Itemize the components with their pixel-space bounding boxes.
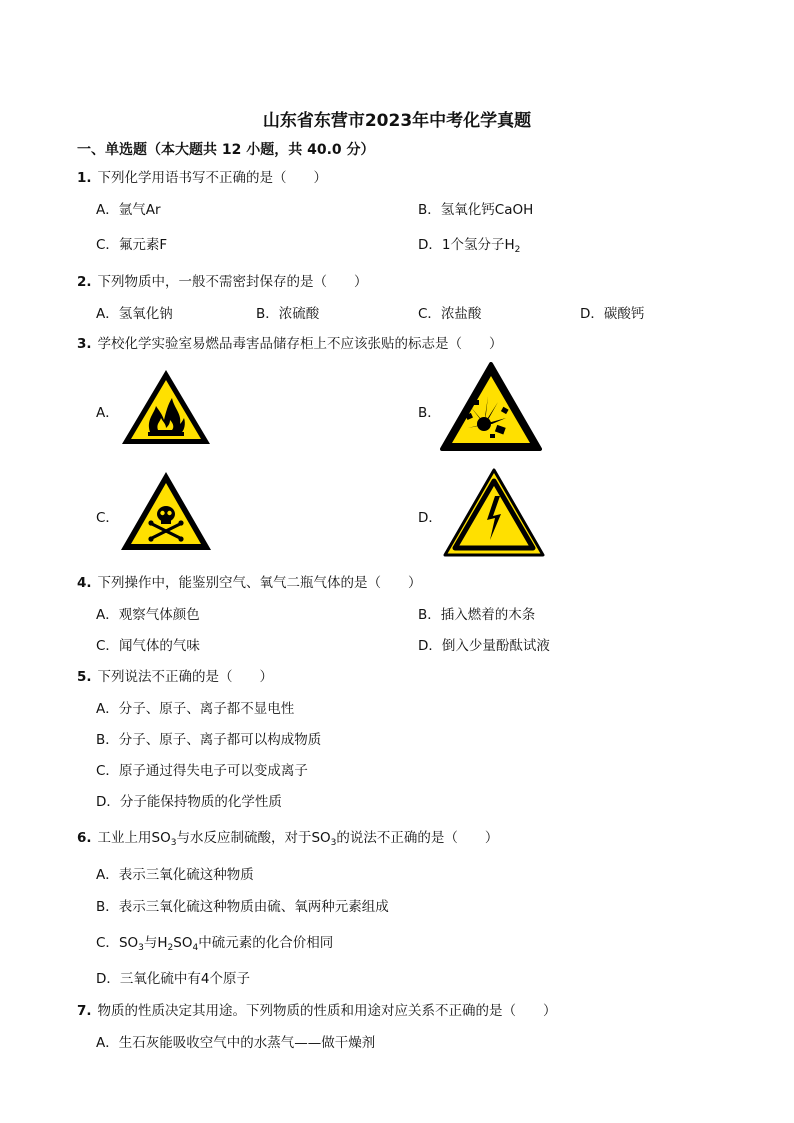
option-text: 中硫元素的化合价相同 xyxy=(198,935,334,951)
option-3d-label: D． xyxy=(418,510,442,526)
option-label: C． xyxy=(96,935,119,951)
option-1d xyxy=(418,233,520,253)
option-text: 分子能保持物质的化学性质 xyxy=(119,794,282,810)
question-stem: 下列说法不正确的是（ ） xyxy=(97,669,274,685)
option-3b-label: B． xyxy=(418,405,441,421)
subscript: 3 xyxy=(170,838,177,848)
option-2c xyxy=(418,302,481,322)
option-text: 氢氧化钙CaOH xyxy=(440,202,534,218)
option-6b xyxy=(96,895,389,915)
option-5b xyxy=(96,728,321,748)
option-text: 分子、原子、离子都可以构成物质 xyxy=(118,732,322,748)
subscript: 2 xyxy=(514,245,521,255)
option-5c xyxy=(96,759,308,779)
stem-text: 与水反应制硫酸，对于SO xyxy=(176,830,331,846)
question-4 xyxy=(77,571,422,591)
question-stem: 物质的性质决定其用途。下列物质的性质和用途对应关系不正确的是（ ） xyxy=(97,1003,557,1019)
question-number: 5. xyxy=(77,669,92,685)
question-stem: 下列化学用语书写不正确的是（ ） xyxy=(97,170,328,186)
option-label: C． xyxy=(96,763,119,779)
question-3 xyxy=(77,332,503,352)
option-label: A． xyxy=(96,701,119,717)
option-3a-label: A． xyxy=(96,405,119,421)
option-text: 分子、原子、离子都不显电性 xyxy=(118,701,295,717)
question-2 xyxy=(77,270,368,290)
option-label: B． xyxy=(418,202,441,218)
option-label: A． xyxy=(96,867,119,883)
option-4c xyxy=(96,634,200,654)
option-text: 氟元素F xyxy=(118,237,168,253)
option-6a xyxy=(96,863,254,883)
option-label: C． xyxy=(96,237,119,253)
question-stem: 下列操作中，能鉴别空气、氧气二瓶气体的是（ ） xyxy=(97,575,422,591)
option-label: B． xyxy=(418,607,441,623)
formula-text: SO xyxy=(173,935,193,951)
formula-text: 与H xyxy=(143,935,168,951)
option-label: A． xyxy=(96,202,119,218)
option-label: C． xyxy=(418,306,441,322)
option-2a xyxy=(96,302,173,322)
page-title: 山东省东营市2023年中考化学真题 xyxy=(262,111,532,131)
electric-shock-warning-sign-icon xyxy=(443,468,545,558)
option-4a xyxy=(96,603,200,623)
flammable-warning-sign-icon xyxy=(120,368,212,446)
question-1 xyxy=(77,166,327,186)
option-text: 生石灰能吸收空气中的水蒸气——做干燥剂 xyxy=(118,1035,376,1051)
option-text: 浓盐酸 xyxy=(440,306,482,322)
subscript: 4 xyxy=(192,943,199,953)
question-number: 4. xyxy=(77,575,92,591)
option-text: 观察气体颜色 xyxy=(118,607,200,623)
option-text: 1个氢分子H xyxy=(441,237,515,253)
option-label: C． xyxy=(96,638,119,654)
subscript: 3 xyxy=(330,838,337,848)
option-text: 氩气Ar xyxy=(118,202,161,218)
option-label: B． xyxy=(96,899,119,915)
option-label: A． xyxy=(96,306,119,322)
question-stem: 学校化学实验室易燃品毒害品储存柜上不应该张贴的标志是（ ） xyxy=(97,336,503,352)
option-label: A． xyxy=(96,1035,119,1051)
option-text: 表示三氧化硫这种物质 xyxy=(118,867,254,883)
question-6 xyxy=(77,826,498,846)
question-5 xyxy=(77,665,273,685)
option-1b xyxy=(418,198,533,218)
option-4d xyxy=(418,634,550,654)
option-3c-label: C． xyxy=(96,510,119,526)
formula-text: SO xyxy=(118,935,139,951)
stem-text: 的说法不正确的是（ ） xyxy=(336,830,499,846)
option-label: D． xyxy=(418,638,442,654)
option-7a xyxy=(96,1031,375,1051)
question-number: 6. xyxy=(77,830,92,846)
option-4b xyxy=(418,603,535,623)
subscript: 3 xyxy=(138,943,144,953)
option-text: 浓硫酸 xyxy=(278,306,320,322)
question-number: 7. xyxy=(77,1003,92,1019)
question-number: 2. xyxy=(77,274,92,290)
option-text: 插入燃着的木条 xyxy=(440,607,536,623)
option-2b xyxy=(256,302,319,322)
option-label: A． xyxy=(96,607,119,623)
option-5a xyxy=(96,697,294,717)
question-7 xyxy=(77,999,557,1019)
section-heading: 一、单选题（本大题共 12 小题，共 40.0 分） xyxy=(77,142,375,158)
option-label: D． xyxy=(580,306,604,322)
option-label: D． xyxy=(96,794,120,810)
option-text: 闻气体的气味 xyxy=(118,638,200,654)
option-text: 三氧化硫中有4个原子 xyxy=(119,971,250,987)
subscript: 2 xyxy=(167,943,174,953)
question-number: 3. xyxy=(77,336,92,352)
option-6d xyxy=(96,967,250,987)
option-label: B． xyxy=(256,306,279,322)
option-5d xyxy=(96,790,282,810)
option-text: 碳酸钙 xyxy=(603,306,645,322)
explosive-warning-sign-icon xyxy=(440,362,542,452)
option-text: 氢氧化钠 xyxy=(118,306,173,322)
option-1c xyxy=(96,233,167,253)
option-text: 倒入少量酚酞试液 xyxy=(441,638,550,654)
toxic-skull-warning-sign-icon xyxy=(119,470,213,552)
option-text: 原子通过得失电子可以变成离子 xyxy=(118,763,308,779)
option-label: D． xyxy=(418,237,442,253)
option-6c xyxy=(96,931,333,951)
option-1a xyxy=(96,198,161,218)
option-label: D． xyxy=(96,971,120,987)
option-text: 表示三氧化硫这种物质由硫、氧两种元素组成 xyxy=(118,899,389,915)
option-label: B． xyxy=(96,732,119,748)
question-number: 1. xyxy=(77,170,92,186)
stem-text: 工业上用SO xyxy=(97,830,171,846)
option-2d xyxy=(580,302,644,322)
question-stem: 下列物质中，一般不需密封保存的是（ ） xyxy=(97,274,368,290)
